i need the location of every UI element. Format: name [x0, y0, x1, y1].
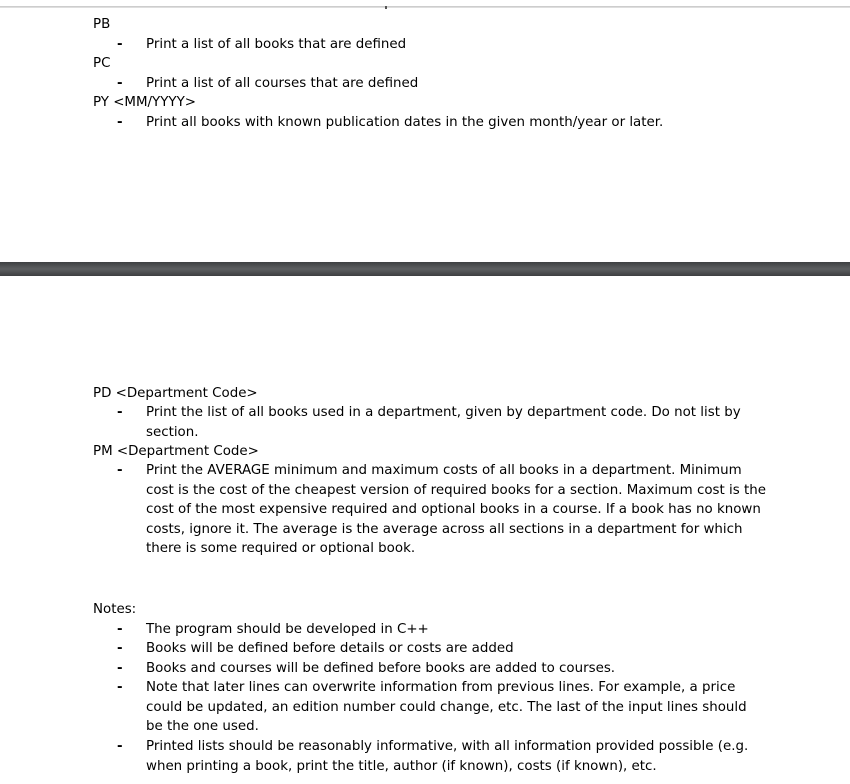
command-pd-item	[117, 403, 767, 442]
note-text: Printed lists should be reasonably informative, with all information provided possible (e.g. when printing a book, print the title, author (if known), costs (if known), etc.	[146, 739, 749, 774]
note-text: Books and courses will be defined before books are added to courses.	[146, 661, 616, 676]
command-pb-item	[117, 35, 767, 55]
bullet-dash: -	[117, 661, 123, 676]
command-py: PY <MM/YYYY>	[93, 95, 196, 110]
bullet-dash: -	[117, 405, 123, 420]
note-text: Books will be defined before details or costs are added	[146, 641, 514, 656]
page-top-tick	[385, 6, 387, 9]
note-item	[117, 678, 767, 737]
note-item	[117, 639, 767, 659]
command-pd-description: Print the list of all books used in a department, given by department code. Do not list by section.	[146, 405, 741, 440]
document-page-top	[0, 0, 850, 262]
command-pc-description: Print a list of all courses that are defined	[146, 76, 419, 91]
page-separator	[0, 262, 850, 276]
bullet-dash: -	[117, 463, 123, 478]
command-py-description: Print all books with known publication dates in the given month/year or later.	[146, 115, 664, 130]
command-pm: PM <Department Code>	[93, 444, 259, 459]
command-py-item	[117, 113, 767, 133]
bullet-dash: -	[117, 622, 123, 637]
bullet-dash: -	[117, 641, 123, 656]
note-item	[117, 659, 767, 679]
command-pc: PC	[93, 56, 111, 71]
command-pb: PB	[93, 17, 111, 32]
command-pm-item	[117, 461, 767, 559]
note-text: The program should be developed in C++	[146, 622, 429, 637]
command-pc-item	[117, 74, 767, 94]
bullet-dash: -	[117, 680, 123, 695]
page-top-rule	[0, 6, 850, 8]
document-page-bottom	[0, 276, 850, 784]
command-pd: PD <Department Code>	[93, 386, 258, 401]
bullet-dash: -	[117, 739, 123, 754]
bullet-dash: -	[117, 76, 123, 91]
command-pb-description: Print a list of all books that are defined	[146, 37, 407, 52]
note-item	[117, 620, 767, 640]
bullet-dash: -	[117, 37, 123, 52]
note-item	[117, 737, 767, 776]
bullet-dash: -	[117, 115, 123, 130]
notes-heading: Notes:	[93, 602, 137, 617]
command-pm-description: Print the AVERAGE minimum and maximum costs of all books in a department. Minimum cost is the cost of the cheapest version of required books for a section. Maximum cost is the cost of the most expensive required and optional books in a course. If a book has no known costs, ignore it. The average is the average across all sections in a department for which there is some required or optional book.	[146, 463, 766, 557]
note-text: Note that later lines can overwrite information from previous lines. For example, a price could be updated, an edition number could change, etc. The last of the input lines should be the one used.	[146, 680, 747, 735]
